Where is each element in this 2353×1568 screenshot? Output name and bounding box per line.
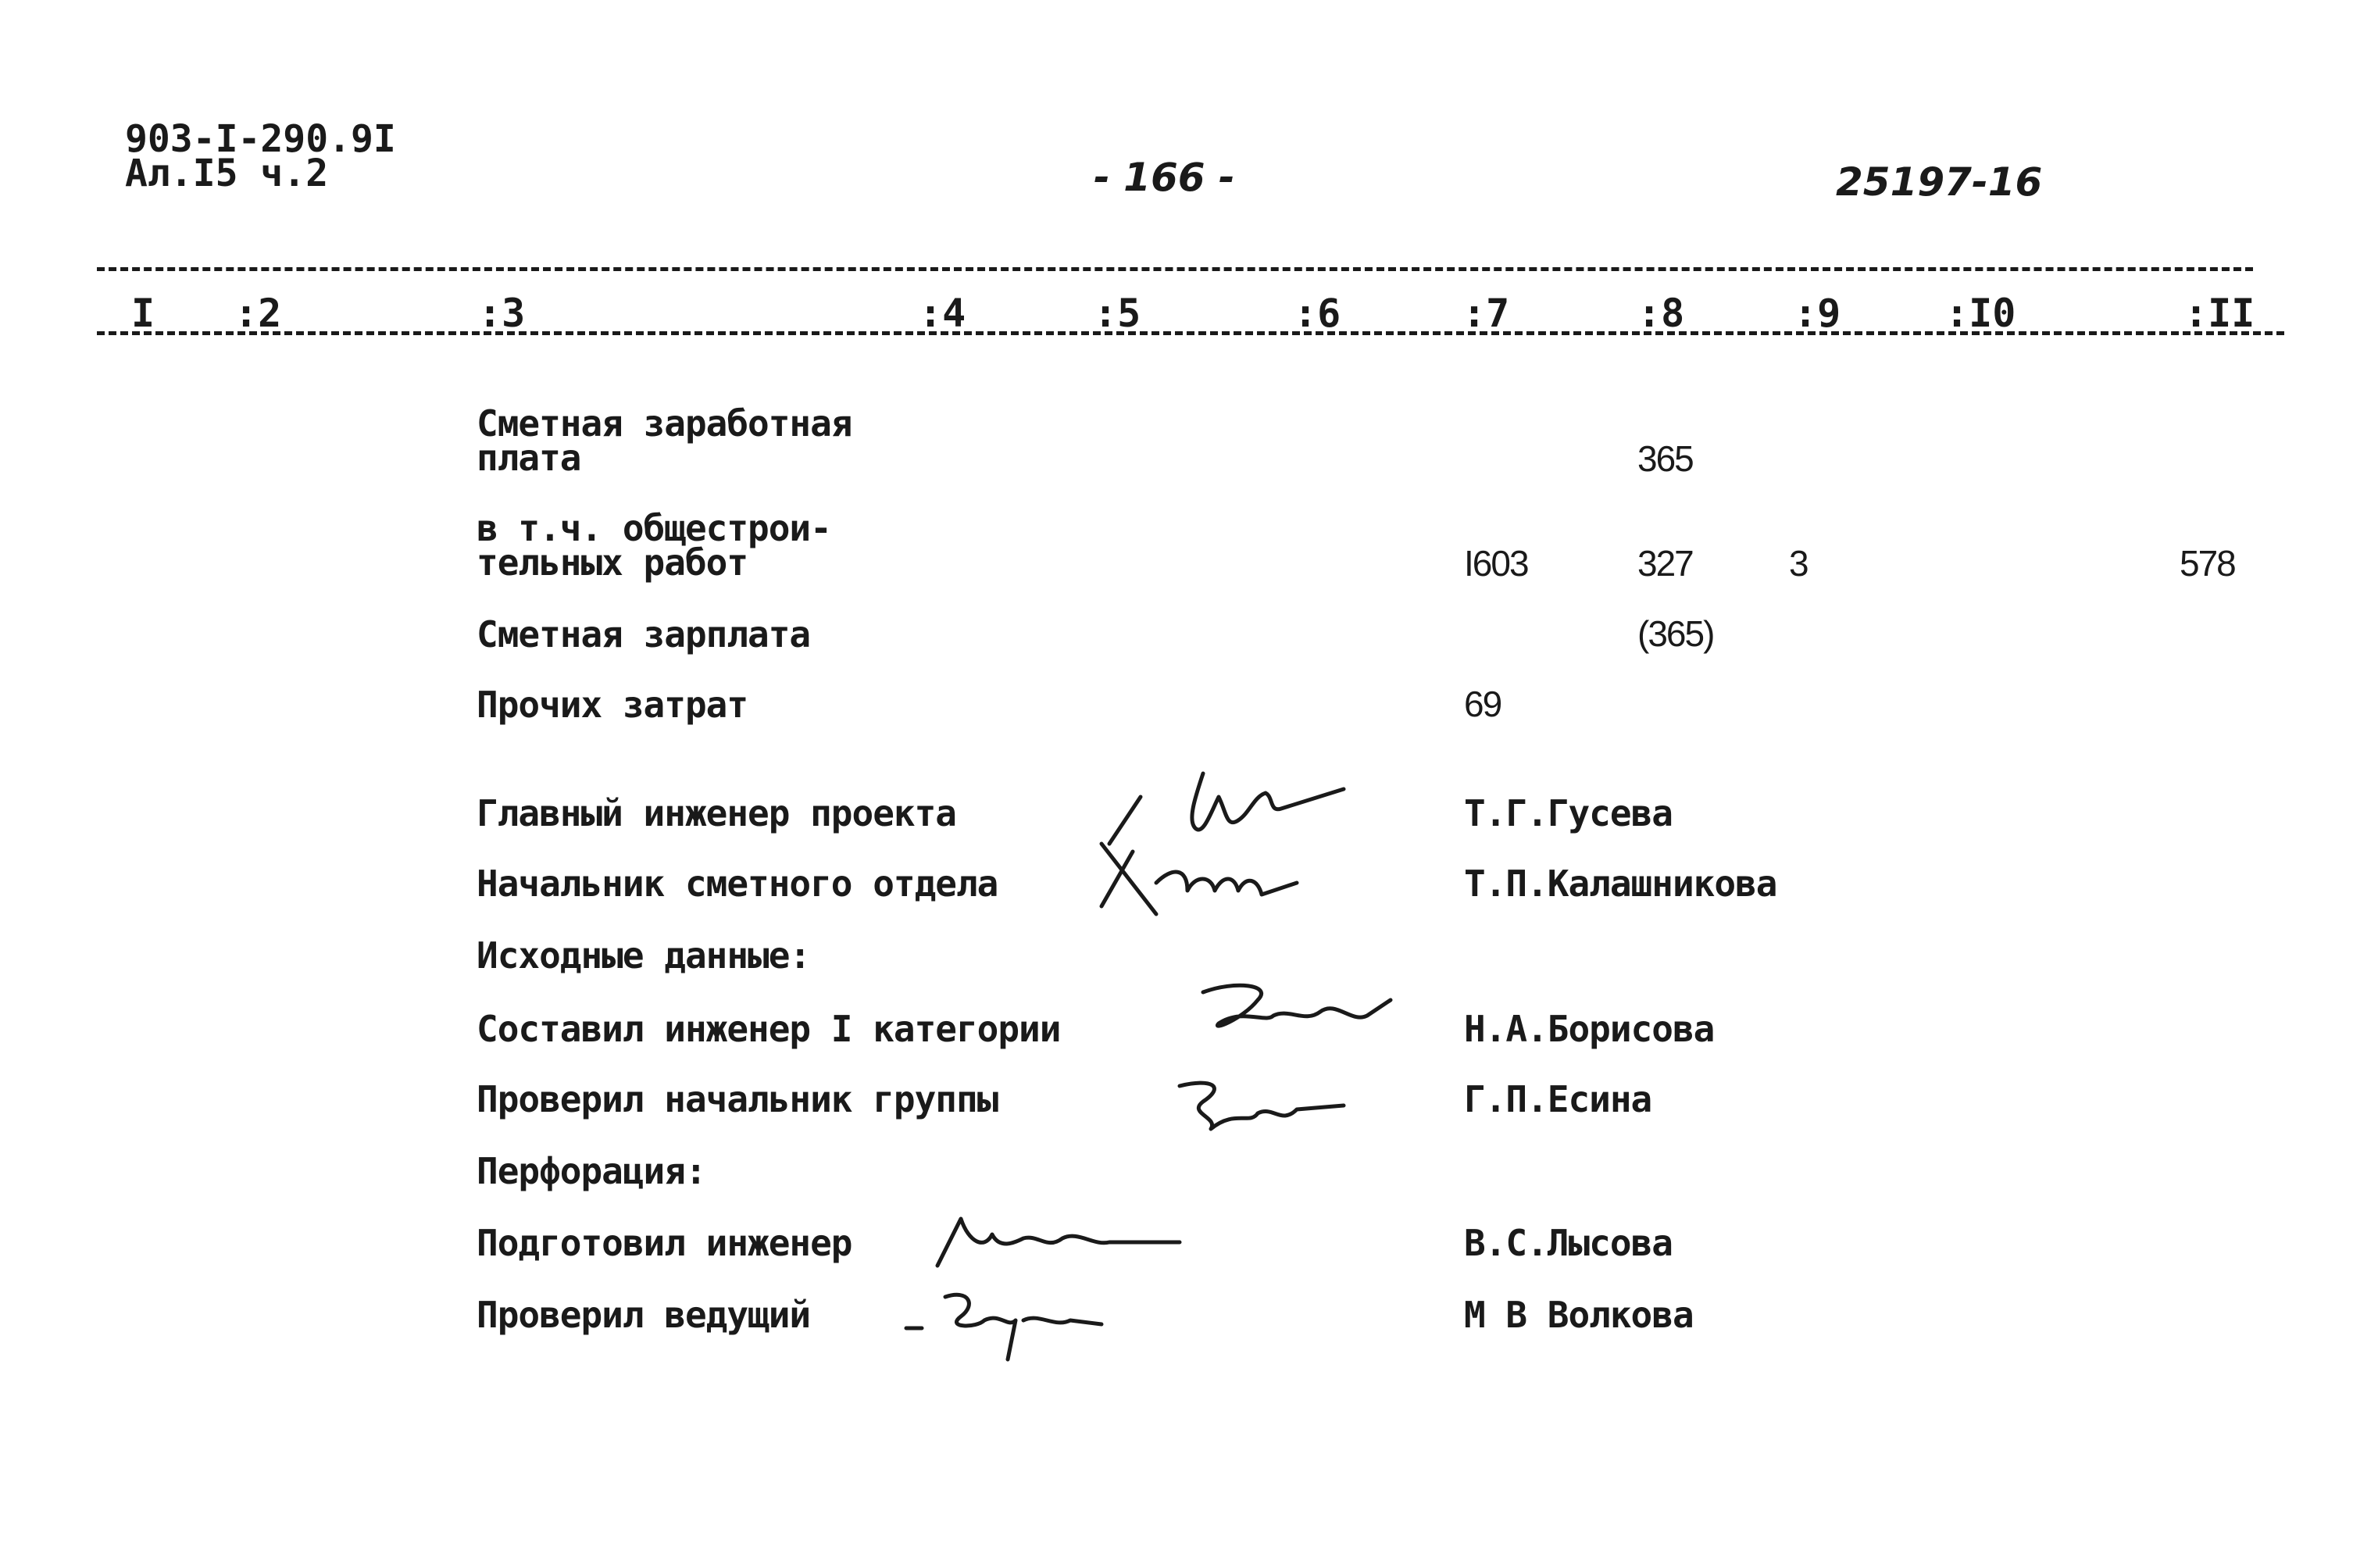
column-number-2: :2 [234,291,282,336]
table-cell: 3 [1789,543,1808,584]
table-cell: 69 [1464,684,1501,724]
signatory-name: В.С.Лысова [1464,1222,1673,1264]
section-heading: Исходные данные: [477,934,811,977]
section-heading: Перфорация: [477,1150,706,1192]
handwritten-signature [930,1203,1195,1281]
column-number-1: I [131,291,155,336]
signature-role: Подготовил инженер [477,1222,852,1264]
signature-role: Составил инженер I категории [477,1008,1061,1050]
signature-role: Проверил начальник группы [477,1078,998,1120]
signatory-name: М В Волкова [1464,1294,1694,1336]
sheet-code: 25197-16 [1836,159,2043,205]
handwritten-signature [898,1281,1133,1367]
row-label: Сметная заработная [477,402,852,445]
row-label: Сметная зарплата [477,613,811,655]
handwritten-signature [1156,1070,1359,1148]
row-label: Прочих затрат [477,684,748,726]
document-code: 903-I-290.9I [125,117,396,161]
column-number-7: :7 [1462,291,1510,336]
column-number-11: :II [2184,291,2255,336]
handwritten-signature [1086,836,1336,922]
column-number-3: :3 [478,291,526,336]
column-number-9: :9 [1794,291,1841,336]
column-number-10: :I0 [1945,291,2016,336]
signatory-name: Н.А.Борисова [1464,1008,1715,1050]
table-cell: 327 [1637,543,1693,584]
table-cell: 578 [2180,543,2235,584]
column-number-4: :4 [919,291,966,336]
album-part: Ал.I5 ч.2 [125,152,329,195]
row-label: тельных работ [477,541,748,584]
row-label: плата [477,437,581,479]
handwritten-signature [1187,977,1406,1055]
row-label: в т.ч. общестрои- [477,507,831,549]
column-number-6: :6 [1294,291,1341,336]
signature-role: Начальник сметного отдела [477,863,998,905]
signatory-name: Г.П.Есина [1464,1078,1652,1120]
page-number: - 166 - [1094,155,1235,200]
table-top-rule [97,267,2253,271]
signatory-name: Т.П.Калашникова [1464,863,1777,905]
column-number-8: :8 [1637,291,1685,336]
signature-role: Проверил ведущий [477,1294,811,1336]
column-number-5: :5 [1094,291,1141,336]
table-cell: (365) [1637,613,1714,654]
table-cell: 365 [1637,438,1693,479]
signature-role: Главный инженер проекта [477,792,956,834]
table-cell: I603 [1464,543,1528,584]
signatory-name: Т.Г.Гусева [1464,792,1673,834]
